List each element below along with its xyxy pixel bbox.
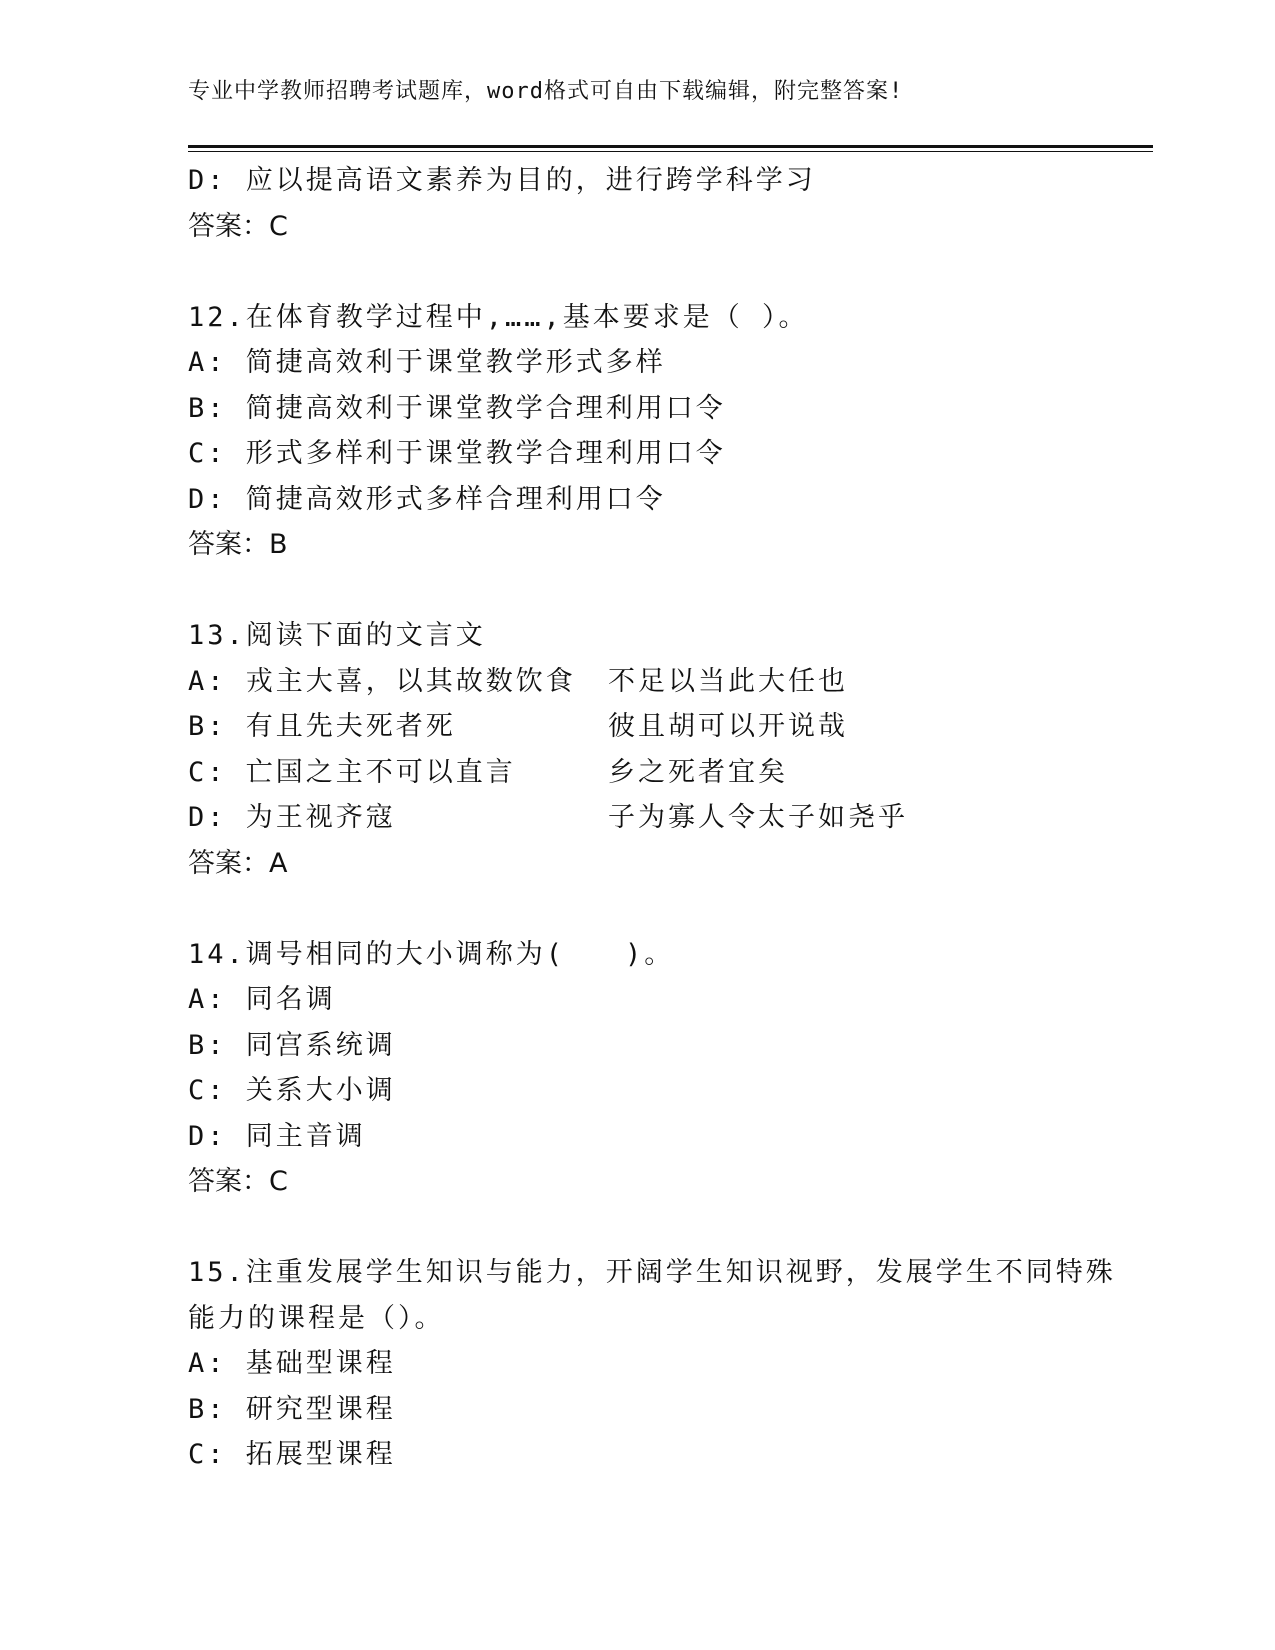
option-d: D: 应以提高语文素养为目的，进行跨学科学习: [188, 165, 816, 196]
option-a: A: 简捷高效利于课堂教学形式多样: [188, 347, 666, 378]
option-b: [188, 704, 1158, 750]
option-a: A: 基础型课程: [188, 1348, 396, 1379]
option-b-right: 彼且胡可以开说哉: [608, 711, 848, 742]
header-rule-thin: [188, 151, 1153, 152]
option-c: C: 关系大小调: [188, 1075, 396, 1106]
option-b: B: 简捷高效利于课堂教学合理利用口令: [188, 392, 726, 424]
answer-line: 答案：B: [188, 529, 288, 560]
option-a: A: 同名调: [188, 984, 336, 1015]
page-header: 专业中学教师招聘考试题库，word格式可自由下载编辑，附完整答案!: [188, 79, 904, 104]
question-list: [188, 158, 1158, 1478]
option-d: [188, 795, 1158, 841]
spacer: [188, 886, 1158, 932]
option-b: B: 同宫系统调: [188, 1029, 396, 1061]
option-d-right: 子为寡人令太子如尧乎: [608, 802, 908, 833]
answer-line: 答案：C: [188, 210, 288, 242]
header-rule-thick: [188, 145, 1153, 148]
spacer: [188, 1205, 1158, 1251]
option-c-right: 乡之死者宜矣: [608, 756, 788, 788]
option-b: B: 研究型课程: [188, 1393, 396, 1425]
question-stem-line-2: 能力的课程是（）。: [188, 1302, 445, 1334]
option-d: D: 简捷高效形式多样合理利用口令: [188, 483, 666, 515]
option-c: C: 形式多样利于课堂教学合理利用口令: [188, 438, 726, 469]
question-stem-line-1: 15.注重发展学生知识与能力，开阔学生知识视野，发展学生不同特殊: [188, 1257, 1116, 1288]
option-a-left: A: 戎主大喜，以其故数饮食: [188, 665, 576, 697]
option-c: [188, 750, 1158, 796]
question-stem: 14.调号相同的大小调称为( )。: [188, 938, 675, 970]
option-d-left: D: 为王视齐寇: [188, 802, 396, 833]
spacer: [188, 568, 1158, 614]
option-a-right: 不足以当此大任也: [608, 665, 848, 697]
option-d: D: 同主音调: [188, 1120, 366, 1152]
option-c-left: C: 亡国之主不可以直言: [188, 756, 516, 788]
answer-line: 答案：C: [188, 1166, 288, 1197]
option-a: [188, 659, 1158, 705]
option-c: C: 拓展型课程: [188, 1439, 396, 1470]
question-stem: 13.阅读下面的文言文: [188, 620, 486, 651]
answer-line: 答案：A: [188, 847, 288, 879]
option-b-left: B: 有且先夫死者死: [188, 711, 456, 742]
question-stem: 12.在体育教学过程中,……,基本要求是（ ）。: [188, 301, 809, 333]
spacer: [188, 249, 1158, 295]
